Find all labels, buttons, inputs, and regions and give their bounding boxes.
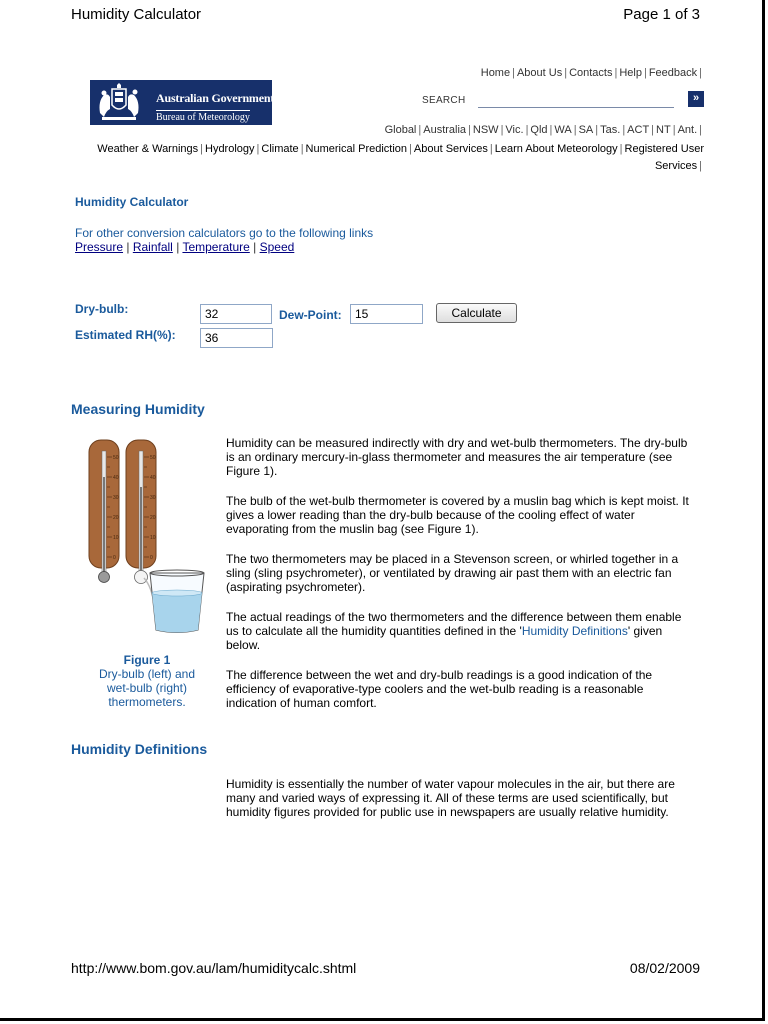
wet-scale-label: 0 bbox=[150, 555, 153, 561]
wet-scale-label: 10 bbox=[150, 535, 156, 541]
measuring-paragraph-2: The bulb of the wet-bulb thermometer is covered by a muslin bag which is kept moist. It gives a lower reading than the dry-bulb because of the cooling effect of water evaporating from the muslin bag (see Figure 1). bbox=[226, 494, 689, 536]
definitions-heading: Humidity Definitions bbox=[71, 741, 208, 757]
search-input[interactable] bbox=[478, 90, 674, 108]
logo-line2: Bureau of Meteorology bbox=[156, 112, 250, 123]
measuring-heading: Measuring Humidity bbox=[71, 401, 205, 417]
dry-bulb-label: Dry-bulb: bbox=[75, 302, 129, 316]
dry-scale-label: 40 bbox=[113, 475, 119, 481]
dew-point-label: Dew-Point: bbox=[279, 308, 342, 322]
coat-of-arms-icon bbox=[94, 83, 144, 123]
nav-numerical-prediction[interactable]: Numerical Prediction bbox=[305, 143, 408, 155]
dry-bulb-input[interactable] bbox=[200, 304, 272, 324]
figure-caption: Dry-bulb (left) and wet-bulb (right) thermometers. bbox=[98, 667, 196, 709]
top-link-home[interactable]: Home bbox=[480, 67, 511, 79]
dry-scale-label: 30 bbox=[113, 495, 119, 501]
wet-scale-label: 30 bbox=[150, 495, 156, 501]
print-footer-date: 08/02/2009 bbox=[629, 960, 700, 976]
bom-logo[interactable] bbox=[90, 80, 275, 125]
region-ant[interactable]: Ant. bbox=[677, 124, 698, 136]
dry-scale-label: 20 bbox=[113, 515, 119, 521]
dry-scale-label: 50 bbox=[113, 455, 119, 461]
nav-learn-meteorology[interactable]: Learn About Meteorology bbox=[494, 143, 618, 155]
conversion-links: Pressure | Rainfall | Temperature | Speed bbox=[75, 240, 295, 254]
rh-output[interactable] bbox=[200, 328, 273, 348]
print-header-title: Humidity Calculator bbox=[71, 6, 202, 23]
figure-title: Figure 1 bbox=[123, 653, 171, 667]
region-australia[interactable]: Australia bbox=[423, 124, 467, 136]
measuring-paragraph-4: The actual readings of the two thermometers and the difference between them enable us to calculate all the humidity quantities defined in the 'Humidity Definitions' given below. bbox=[226, 610, 682, 652]
logo-line1: Australian Government bbox=[156, 91, 275, 105]
link-pressure[interactable]: Pressure bbox=[75, 240, 124, 254]
wet-scale-label: 40 bbox=[150, 475, 156, 481]
link-speed[interactable]: Speed bbox=[259, 240, 295, 254]
main-nav: Weather & Warnings | Hydrology | Climate | Numerical Prediction | About Services | Learn About Meteorology | Registered User Services | bbox=[97, 143, 704, 172]
region-act[interactable]: ACT bbox=[627, 124, 650, 136]
thermometer-figure bbox=[86, 437, 210, 637]
search-go-button[interactable]: » bbox=[688, 91, 704, 107]
nav-weather-warnings[interactable]: Weather & Warnings bbox=[97, 143, 199, 155]
nav-registered-user-services[interactable]: Registered User Services bbox=[624, 143, 704, 172]
dew-point-input[interactable] bbox=[350, 304, 423, 324]
print-footer-url: http://www.bom.gov.au/lam/humiditycalc.shtml bbox=[71, 960, 357, 976]
rh-label: Estimated RH(%): bbox=[75, 328, 176, 342]
region-vic[interactable]: Vic. bbox=[505, 124, 524, 136]
region-links: Global | Australia | NSW | Vic. | Qld | WA | SA | Tas. | ACT | NT | Ant. | bbox=[384, 124, 702, 136]
link-temperature[interactable]: Temperature bbox=[182, 240, 250, 254]
region-global[interactable]: Global bbox=[384, 124, 417, 136]
humidity-definitions-link[interactable]: Humidity Definitions bbox=[521, 624, 628, 638]
region-nsw[interactable]: NSW bbox=[472, 124, 499, 136]
measuring-paragraph-3: The two thermometers may be placed in a Stevenson screen, or whirled together in a sling (sling psychrometer), or ventilated by drawing air past them with an electric fan (aspirating psychrometer). bbox=[226, 552, 679, 594]
wet-scale-label: 20 bbox=[150, 515, 156, 521]
nav-about-services[interactable]: About Services bbox=[413, 143, 488, 155]
measuring-paragraph-5: The difference between the wet and dry-bulb readings is a good indication of the efficiency of evaporative-type coolers and the wet-bulb reading is a reasonable indication of human comfort. bbox=[226, 668, 653, 710]
calculate-button[interactable]: Calculate bbox=[436, 303, 517, 323]
print-header-page: Page 1 of 3 bbox=[623, 6, 700, 23]
definitions-paragraph-1: Humidity is essentially the number of water vapour molecules in the air, but there are many and varied ways of expressing it. All of these terms are used scientifically, but humidity figures provided for public use in newspapers are usually relative humidity. bbox=[226, 777, 675, 819]
nav-hydrology[interactable]: Hydrology bbox=[205, 143, 255, 155]
top-link-contacts[interactable]: Contacts bbox=[569, 67, 613, 79]
region-qld[interactable]: Qld bbox=[530, 124, 548, 136]
top-link-about[interactable]: About Us bbox=[516, 67, 563, 79]
region-wa[interactable]: WA bbox=[554, 124, 572, 136]
conversion-intro: For other conversion calculators go to the following links bbox=[75, 226, 374, 240]
link-rainfall[interactable]: Rainfall bbox=[132, 240, 173, 254]
calculator-title: Humidity Calculator bbox=[75, 195, 189, 209]
search-label: SEARCH bbox=[422, 95, 466, 106]
dry-scale-label: 0 bbox=[113, 555, 116, 561]
top-link-help[interactable]: Help bbox=[619, 67, 642, 79]
figure-caption-block bbox=[86, 653, 208, 709]
nav-climate[interactable]: Climate bbox=[261, 143, 299, 155]
wet-scale-label: 50 bbox=[150, 455, 156, 461]
region-nt[interactable]: NT bbox=[656, 124, 671, 136]
top-links: Home | About Us | Contacts | Help | Feedback | bbox=[480, 67, 702, 79]
dry-scale-label: 10 bbox=[113, 535, 119, 541]
top-link-feedback[interactable]: Feedback bbox=[648, 67, 698, 79]
region-tas[interactable]: Tas. bbox=[600, 124, 621, 136]
measuring-paragraph-1: Humidity can be measured indirectly with dry and wet-bulb thermometers. The dry-bulb is an ordinary mercury-in-glass thermometer and measures the air temperature (see Figure 1). bbox=[226, 436, 688, 478]
region-sa[interactable]: SA bbox=[578, 124, 594, 136]
